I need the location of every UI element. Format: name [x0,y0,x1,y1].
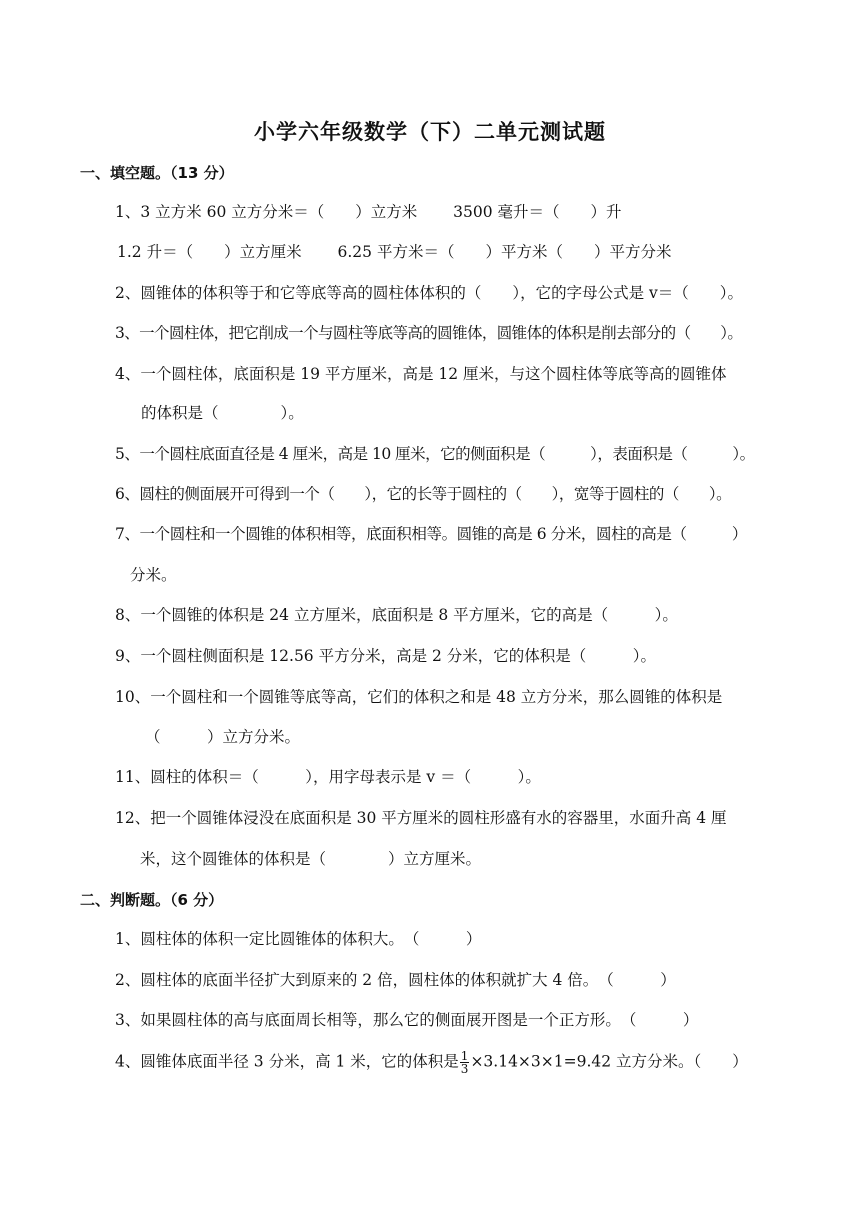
question-line: 的体积是（ ）。 [141,404,304,422]
question-line-with-fraction [115,1050,748,1075]
question-line: 10、一个圆柱和一个圆锥等底等高，它们的体积之和是 48 立方分米，那么圆锥的体积是 [115,688,723,706]
question-line: 1、3 立方米 60 立方分米＝（ ）立方米 3500 毫升＝（ ）升 [115,203,622,221]
question-line: 2、圆柱体的底面半径扩大到原来的 2 倍，圆柱体的体积就扩大 4 倍。 （ ） [115,971,676,989]
question-line: 5、一个圆柱底面直径是 4 厘米，高是 10 厘米，它的侧面积是（ ），表面积是（ ）。 [115,445,755,463]
question-line: 9、一个圆柱侧面积是 12.56 平方分米，高是 2 分米，它的体积是（ ）。 [115,647,657,665]
question-text: ×3.14×3×1=9.42 立方分米。（ ） [470,1052,748,1071]
question-line: 12、把一个圆锥体浸没在底面积是 30 平方厘米的圆柱形盛有水的容器里，水面升高 4 厘 [115,809,727,827]
section-fill-blank-heading: 一、填空题。（13 分） [80,164,234,182]
fraction-numerator: 1 [460,1049,469,1063]
question-line: 11、圆柱的体积＝（ ），用字母表示是 v ＝（ ）。 [115,768,541,786]
question-line: 4、一个圆柱体，底面积是 19 平方厘米，高是 12 厘米，与这个圆柱体等底等高的圆锥体 [115,365,727,383]
section-true-false-heading: 二、判断题。（6 分） [80,891,224,909]
question-line: 米，这个圆锥体的体积是（ ）立方厘米。 [140,850,482,868]
page-title: 小学六年级数学（下）二单元测试题 [254,120,606,144]
question-line: 3、一个圆柱体，把它削成一个与圆柱等底等高的圆锥体，圆锥体的体积是削去部分的（ ）。 [115,324,743,342]
question-line: 分米。 [130,566,177,584]
question-line: 1、圆柱体的体积一定比圆锥体的体积大。 （ ） [115,930,482,948]
question-line: 2、圆锥体的体积等于和它等底等高的圆柱体体积的（ ），它的字母公式是 v＝（ ）。 [115,284,744,302]
question-text: 4、圆锥体底面半径 3 分米，高 1 米，它的体积是 [115,1052,459,1071]
question-line: 6、圆柱的侧面展开可得到一个（ ），它的长等于圆柱的（ ），宽等于圆柱的（ ）。 [115,485,732,503]
question-line: 7、一个圆柱和一个圆锥的体积相等，底面积相等。圆锥的高是 6 分米，圆柱的高是（ ） [115,525,747,543]
question-line: （ ）立方分米。 [145,728,301,746]
fraction-denominator: 3 [460,1062,469,1076]
question-line: 3、如果圆柱体的高与底面周长相等，那么它的侧面展开图是一个正方形。 （ ） [115,1011,699,1029]
question-line: 1.2 升＝（ ）立方厘米 6.25 平方米＝（ ）平方米（ ）平方分米 [117,243,672,261]
question-line: 8、一个圆锥的体积是 24 立方厘米，底面积是 8 平方厘米，它的高是（ ）。 [115,606,678,624]
fraction-one-third [460,1050,470,1075]
